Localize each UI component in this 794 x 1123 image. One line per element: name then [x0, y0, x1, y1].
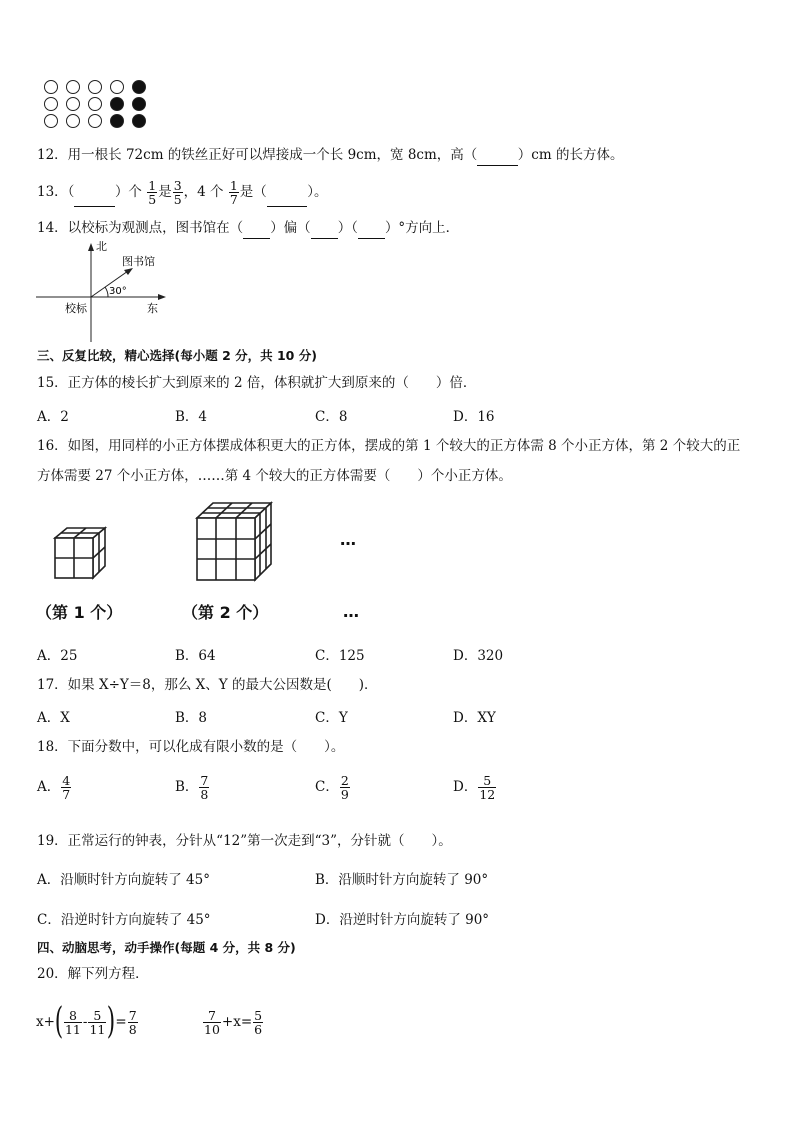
frac-numerator: 1	[229, 178, 238, 193]
eq2-fraction-2	[253, 1009, 263, 1036]
empty-dot	[88, 97, 102, 111]
frac-numerator: 5	[254, 1007, 263, 1023]
q15-option-c[interactable]: C．8	[315, 409, 348, 425]
q16-option-d[interactable]: D．320	[453, 648, 504, 664]
q18-option-c[interactable]	[315, 774, 351, 801]
option-label: C．	[315, 779, 339, 795]
option-label: D．	[453, 779, 478, 795]
frac-numerator: 7	[207, 1007, 216, 1023]
empty-dot	[44, 80, 58, 94]
question-17: 17．如果 X÷Y＝8，那么 X、Y 的最大公因数是( )．	[37, 677, 378, 693]
frac-denominator: 5	[148, 192, 157, 207]
section-4-title: 四、动脑思考，动手操作(每题 4 分，共 8 分)	[37, 940, 296, 955]
left-paren-icon: (	[54, 1001, 64, 1042]
frac-numerator: 1	[148, 178, 157, 193]
frac-denominator: 8	[128, 1021, 137, 1037]
q13-blank-2[interactable]	[267, 178, 308, 207]
eq1-fraction-1	[64, 1009, 82, 1036]
q14-blank-2[interactable]	[311, 218, 338, 239]
q12-text-b: ）cm 的长方体。	[517, 147, 624, 163]
library-arrow-icon	[124, 268, 133, 275]
q16-option-c[interactable]: C．125	[315, 648, 365, 664]
empty-dot	[44, 114, 58, 128]
eq1-equals: =	[115, 1014, 127, 1030]
east-arrow-icon	[158, 294, 166, 300]
angle-label: 30°	[109, 286, 127, 297]
east-label: 东	[147, 302, 158, 315]
eq2-fraction-1	[203, 1009, 221, 1036]
q14-text-a: 14．以校标为观测点，图书馆在（	[37, 220, 244, 236]
frac-denominator: 11	[89, 1021, 106, 1037]
question-20: 20．解下列方程．	[37, 966, 149, 982]
empty-dot	[44, 97, 58, 111]
question-14	[37, 218, 459, 239]
frac-denominator: 9	[340, 787, 349, 802]
library-label: 图书馆	[122, 255, 155, 268]
q13-text-c: ，4 个	[183, 184, 224, 200]
frac-numerator: 7	[200, 773, 209, 788]
north-arrow-icon	[88, 243, 94, 251]
q14-blank-1[interactable]	[243, 218, 270, 239]
q17-option-a[interactable]: A．X	[37, 710, 70, 726]
right-paren-icon: )	[107, 1001, 116, 1042]
frac-denominator: 11	[64, 1021, 81, 1037]
q13-text-e: ）。	[307, 184, 328, 200]
frac-numerator: 4	[62, 773, 71, 788]
q15-option-b[interactable]: B．4	[175, 409, 208, 425]
q14-text-b: ）偏（	[270, 220, 311, 236]
q19-option-c[interactable]: C．沿逆时针方向旋转了 45°	[37, 912, 211, 928]
question-15: 15．正方体的棱长扩大到原来的 2 倍，体积就扩大到原来的（ ）倍．	[37, 375, 477, 391]
q13-fraction-1	[147, 179, 157, 206]
filled-dot	[132, 114, 146, 128]
q19-option-d[interactable]: D．沿逆时针方向旋转了 90°	[315, 912, 490, 928]
q15-option-a[interactable]: A．2	[37, 409, 69, 425]
eq2-plus-x: +x=	[221, 1014, 253, 1030]
frac-denominator: 5	[173, 192, 182, 207]
equation-1	[36, 998, 139, 1046]
filled-dot	[110, 114, 124, 128]
q14-text-d: ）°方向上．	[384, 220, 460, 236]
q19-option-b[interactable]: B．沿顺时针方向旋转了 90°	[315, 872, 489, 888]
question-18: 18．下面分数中，可以化成有限小数的是（ ）。	[37, 739, 345, 755]
q13-text-a: ）个	[114, 184, 142, 200]
q16-option-a[interactable]: A．25	[37, 648, 78, 664]
question-13	[37, 178, 328, 207]
frac-numerator: 7	[128, 1007, 137, 1023]
question-19: 19．正常运行的钟表，分针从“12”第一次走到“3”，分针就（ ）。	[37, 833, 452, 849]
frac-numerator: 8	[68, 1007, 77, 1023]
q16-option-b[interactable]: B．64	[175, 648, 216, 664]
q13-prefix: 13．（	[37, 184, 75, 200]
q15-option-d[interactable]: D．16	[453, 409, 495, 425]
frac-numerator: 3	[173, 178, 182, 193]
eq1-fraction-3	[128, 1009, 138, 1036]
frac-numerator: 5	[93, 1007, 102, 1023]
q17-option-d[interactable]: D．XY	[453, 710, 496, 726]
q13-text-d: 是（	[239, 184, 267, 200]
frac-denominator: 8	[200, 787, 209, 802]
ellipsis-bottom: …	[343, 602, 359, 621]
empty-dot	[66, 80, 80, 94]
frac-denominator: 7	[62, 787, 71, 802]
filled-dot	[110, 97, 124, 111]
empty-dot	[66, 114, 80, 128]
cube-caption-1: （第 1 个）	[36, 603, 123, 622]
q13-blank-1[interactable]	[74, 178, 115, 207]
frac-denominator: 12	[479, 787, 496, 802]
frac-denominator: 7	[229, 192, 238, 207]
equation-2	[202, 998, 264, 1046]
frac-numerator: 2	[340, 773, 349, 788]
q17-option-b[interactable]: B．8	[175, 710, 208, 726]
north-label: 北	[96, 240, 107, 253]
q13-fraction-3	[229, 179, 239, 206]
direction-diagram	[36, 240, 176, 344]
eq1-minus: -	[82, 1014, 88, 1030]
filled-dot	[132, 97, 146, 111]
option-label: A．	[37, 779, 61, 795]
school-label: 校标	[65, 302, 87, 315]
q13-text-b: 是	[158, 184, 172, 200]
cube-caption-2: （第 2 个）	[182, 603, 269, 622]
cube-figure-2	[194, 500, 274, 582]
eq1-x-plus: x+	[36, 1014, 55, 1030]
frac-denominator: 10	[204, 1021, 220, 1037]
empty-dot	[110, 80, 124, 94]
empty-dot	[88, 80, 102, 94]
q14-text-c: ）（	[337, 220, 358, 236]
option-label: B．	[175, 779, 199, 795]
q18-option-d[interactable]	[453, 774, 497, 801]
ellipsis-top: …	[340, 530, 356, 549]
q19-option-a[interactable]: A．沿顺时针方向旋转了 45°	[37, 872, 210, 888]
cube-figure-1	[52, 526, 112, 582]
eq1-fraction-2	[88, 1009, 106, 1036]
q18-option-a[interactable]	[37, 774, 72, 801]
question-16-line-2: 方体需要 27 个小正方体，……第 4 个较大的正方体需要（ ）个小正方体。	[37, 468, 512, 484]
q12-text-a: 12．用一根长 72cm 的铁丝正好可以焊接成一个长 9cm，宽 8cm，高（	[37, 147, 478, 163]
q13-fraction-2	[173, 179, 183, 206]
frac-numerator: 5	[483, 773, 492, 788]
q17-option-c[interactable]: C．Y	[315, 710, 348, 726]
question-12	[37, 145, 623, 166]
question-16-line-1: 16．如图，用同样的小正方体摆成体积更大的正方体，摆成的第 1 个较大的正方体需 8 个小正方体，第 2 个较大的正	[37, 438, 741, 454]
empty-dot	[88, 114, 102, 128]
empty-dot	[66, 97, 80, 111]
section-3-title: 三、反复比较，精心选择(每小题 2 分，共 10 分)	[37, 348, 317, 363]
q14-blank-3[interactable]	[358, 218, 385, 239]
q18-option-b[interactable]	[175, 774, 210, 801]
filled-dot	[132, 80, 146, 94]
q12-blank[interactable]	[477, 145, 518, 166]
frac-denominator: 6	[254, 1021, 263, 1037]
